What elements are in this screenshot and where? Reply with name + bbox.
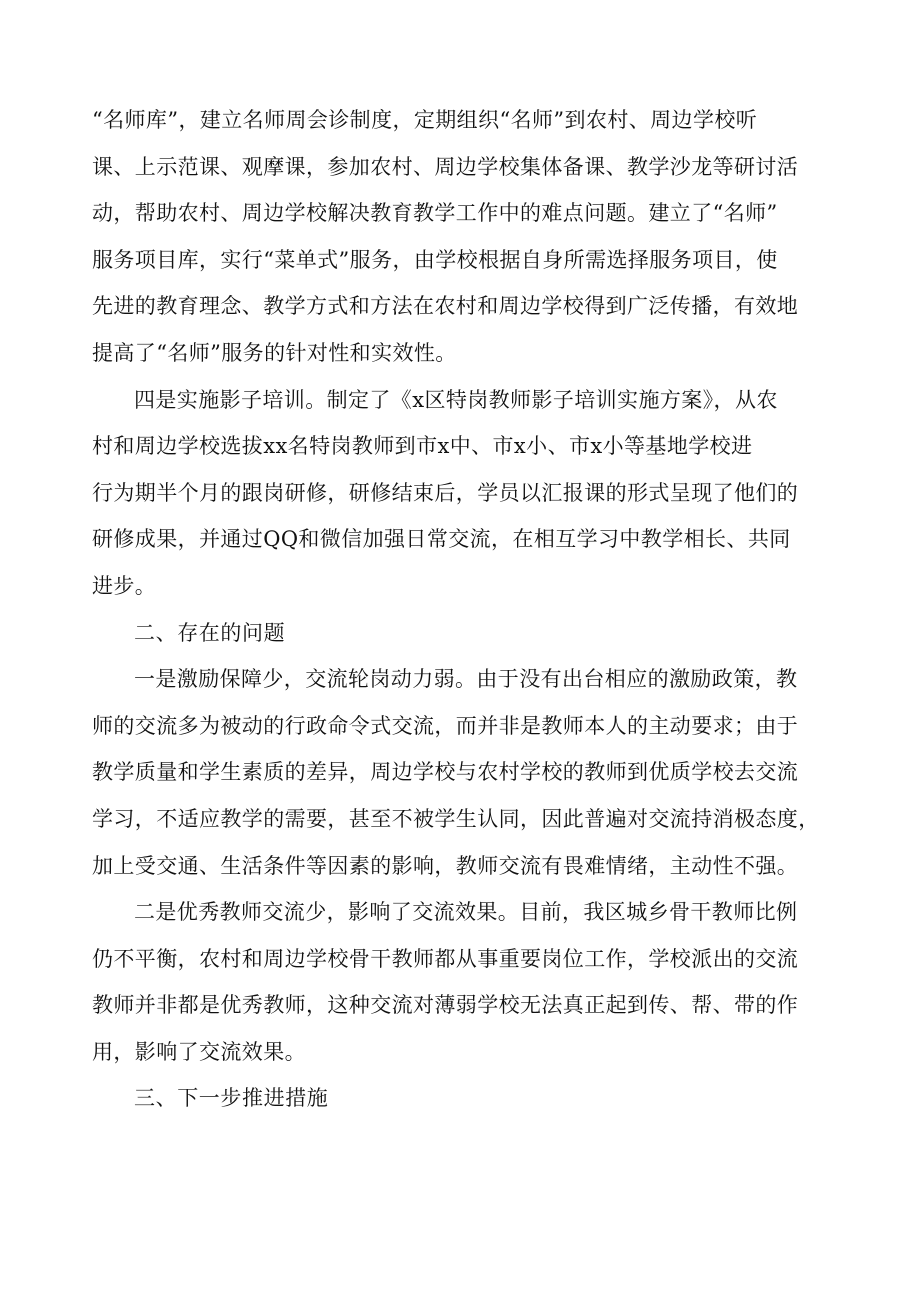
text-line: 提高了“名师”服务的针对性和实效性。	[92, 340, 457, 365]
text-line: 教学质量和学生素质的差异，周边学校与农村学校的教师到优质学校去交流	[92, 760, 799, 785]
document-body	[92, 97, 852, 1122]
text-line: 动，帮助农村、周边学校解决教育教学工作中的难点问题。建立了“名师”	[92, 201, 778, 226]
text-line: 四是实施影子培训。制定了《x区特岗教师影子培训实施方案》，从农	[134, 387, 778, 412]
section-heading: 二、存在的问题	[134, 620, 286, 645]
text-line: 一是激励保障少，交流轮岗动力弱。由于没有出台相应的激励政策，教	[134, 667, 798, 692]
text-line: 进步。	[92, 573, 157, 598]
text-line: 研修成果，并通过QQ和微信加强日常交流，在相互学习中教学相长、共同	[92, 527, 791, 552]
text-line: 先进的教育理念、教学方式和方法在农村和周边学校得到广泛传播，有效地	[92, 294, 799, 319]
text-line: 行为期半个月的跟岗研修，研修结束后，学员以汇报课的形式呈现了他们的	[92, 480, 799, 505]
text-line: 用，影响了交流效果。	[92, 1039, 306, 1064]
text-line: 师的交流多为被动的行政命令式交流，而并非是教师本人的主动要求；由于	[92, 713, 799, 738]
text-line: “名师库”，建立名师周会诊制度，定期组织“名师”到农村、周边学校听	[92, 108, 758, 132]
text-line: 加上受交通、生活条件等因素的影响，教师交流有畏难情绪，主动性不强。	[92, 853, 799, 878]
section-heading: 三、下一步推进措施	[134, 1086, 329, 1111]
text-line: 仍不平衡，农村和周边学校骨干教师都从事重要岗位工作，学校派出的交流	[92, 946, 799, 971]
text-line: 学习，不适应教学的需要，甚至不被学生认同，因此普遍对交流持消极态度，	[92, 806, 820, 831]
text-line: 二是优秀教师交流少，影响了交流效果。目前，我区城乡骨干教师比例	[134, 900, 798, 925]
text-line: 教师并非都是优秀教师，这种交流对薄弱学校无法真正起到传、帮、带的作	[92, 993, 799, 1018]
text-line: 村和周边学校选拔xx名特岗教师到市x中、市x小、市x小等基地学校进	[92, 434, 753, 459]
text-line: 服务项目库，实行“菜单式”服务，由学校根据自身所需选择服务项目，使	[92, 247, 778, 272]
text-line: 课、上示范课、观摩课，参加农村、周边学校集体备课、教学沙龙等研讨活	[92, 154, 799, 179]
